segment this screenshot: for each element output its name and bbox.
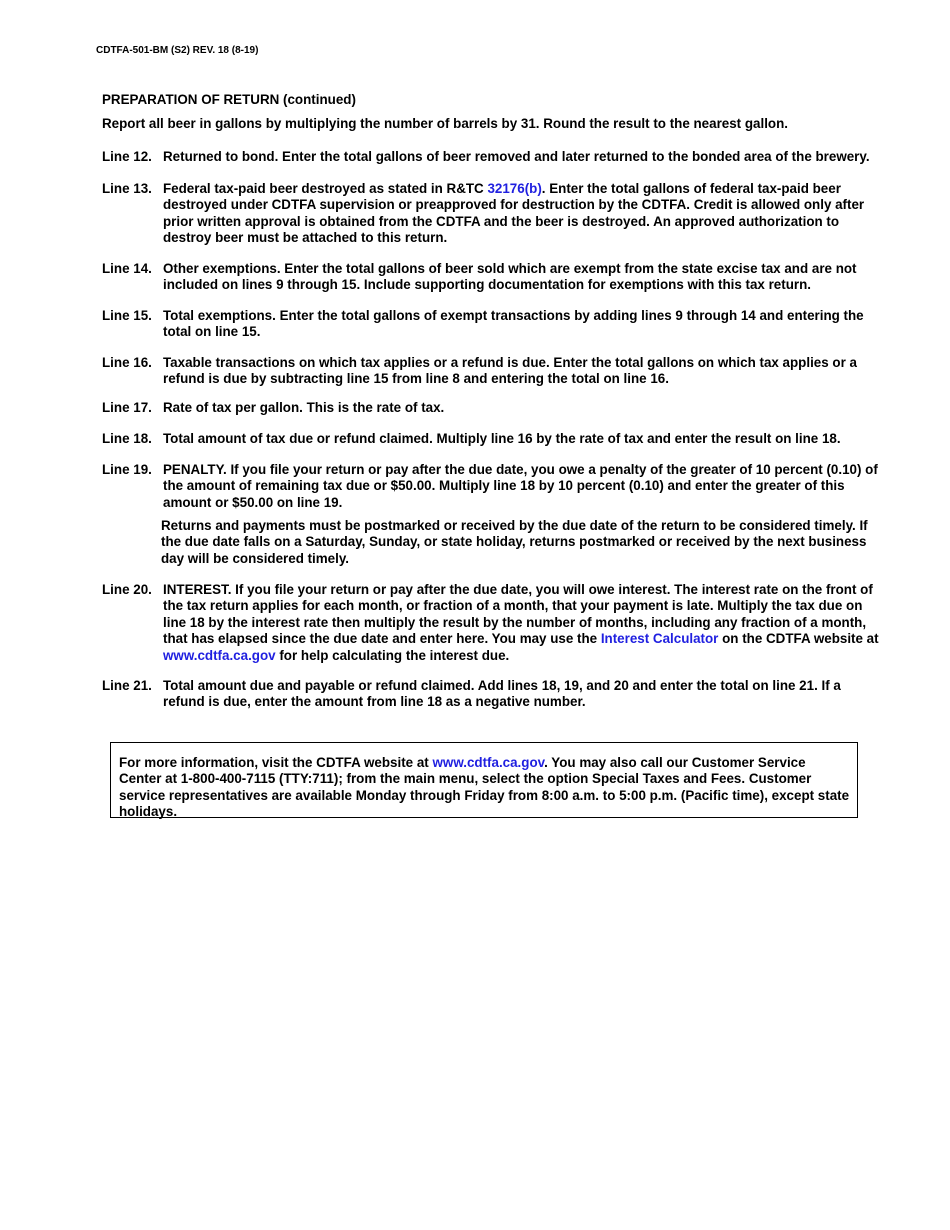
line-19-note: Returns and payments must be postmarked or received by the due date of the return to be considered timely. If the due date falls on a Saturday, Sunday, or state holiday, returns postmarked or received by the next business day will be considered timely. [161,518,868,566]
line-12-text: Returned to bond. Enter the total gallons of beer removed and later returned to the bonded area of the brewery. [163,149,870,164]
intro-text: Report all beer in gallons by multiplying the number of barrels by 31. Round the result to the nearest gallon. [102,116,789,131]
line-15-label: Line 15. [102,308,152,323]
interest-calculator-link[interactable]: Interest Calculator [600,631,719,647]
line-17-text: Rate of tax per gallon. This is the rate of tax. [163,400,445,415]
line-21 [102,678,882,711]
cdtfa-website-link[interactable]: www.cdtfa.ca.gov [163,647,276,663]
line-19-text: PENALTY. If you file your return or pay after the due date, you owe a penalty of the greater of 10 percent (0.10) of the amount of remaining tax due or $50.00. Multiply line 18 by 10 percent (0.10) and enter the greater of this amount or $50.00 on line 19. [163,462,878,510]
line-16-text: Taxable transactions on which tax applies or a refund is due. Enter the total gallons on which tax applies or a refund is due by subtracting line 15 from line 8 and entering the total on line 16. [163,355,857,387]
line-20-text-middle: on the CDTFA website at [718,631,879,647]
line-19-label: Line 19. [102,462,152,477]
line-20-text [163,582,882,664]
info-text [119,755,851,821]
line-18-text: Total amount of tax due or refund claimed. Multiply line 16 by the rate of tax and enter the result on line 18. [163,431,841,446]
line-20-label: Line 20. [102,582,152,597]
line-17 [102,400,882,416]
info-box [110,742,858,818]
line-18-label: Line 18. [102,431,152,446]
line-18 [102,431,882,447]
line-21-label: Line 21. [102,678,152,693]
line-13 [102,181,882,247]
line-15 [102,308,882,341]
line-12 [102,149,882,165]
line-14-label: Line 14. [102,261,152,276]
line-17-label: Line 17. [102,400,152,415]
line-15-text: Total exemptions. Enter the total gallons of exempt transactions by adding lines 9 through 14 and entering the total on line 15. [163,308,864,340]
line-21-text: Total amount due and payable or refund claimed. Add lines 18, 19, and 20 and enter the total on line 21. If a refund is due, enter the amount from line 18 as a negative number. [163,678,841,710]
info-website-link[interactable]: www.cdtfa.ca.gov [432,755,545,770]
line-13-text-start: Federal tax-paid beer destroyed as stated in R&TC [163,181,488,196]
line-20 [102,582,882,664]
line-13-text [163,181,882,247]
form-id: CDTFA-501-BM (S2) REV. 18 (8-19) [96,45,259,56]
line-20-text-end: for help calculating the interest due. [275,647,510,663]
line-19 [102,462,882,511]
info-text-start: For more information, visit the CDTFA website at [119,755,433,770]
line-14-text: Other exemptions. Enter the total gallons of beer sold which are exempt from the state excise tax and are not included on lines 9 through 15. Include supporting documentation for exemptions with this tax return. [163,261,857,293]
line-13-text-end: . Enter the total gallons of federal tax-paid beer destroyed under CDTFA supervision or preapproved for destruction by the CDTFA. Credit is allowed only after prior written approval is obtained from the CDTFA and the beer is destroyed. An approved authorization to destroy beer must be attached to this return. [163,181,865,246]
rtc-32176b-link[interactable]: 32176(b) [487,181,542,196]
info-text-end: . You may also call our Customer Service Center at 1-800-400-7115 (TTY:711); from the main menu, select the option Special Taxes and Fees. Customer service representatives are available Monday through Friday from 8:00 a.m. to 5:00 p.m. (Pacific time), except state holidays. [119,755,850,820]
line-20-text-start: INTEREST. If you file your return or pay after the due date, you will owe interest. The interest rate on the front of the tax return applies for each month, or fraction of a month, that your payment is late. Multiply the tax due on line 18 by the interest rate then multiply the result by the number of months, including any fraction of a month, that has elapsed since the due date and enter here. You may use the [163,582,873,647]
line-13-label: Line 13. [102,181,152,196]
section-title: PREPARATION OF RETURN (continued) [102,92,356,107]
line-12-label: Line 12. [102,149,152,164]
line-16 [102,355,882,388]
line-16-label: Line 16. [102,355,152,370]
line-14 [102,261,882,294]
